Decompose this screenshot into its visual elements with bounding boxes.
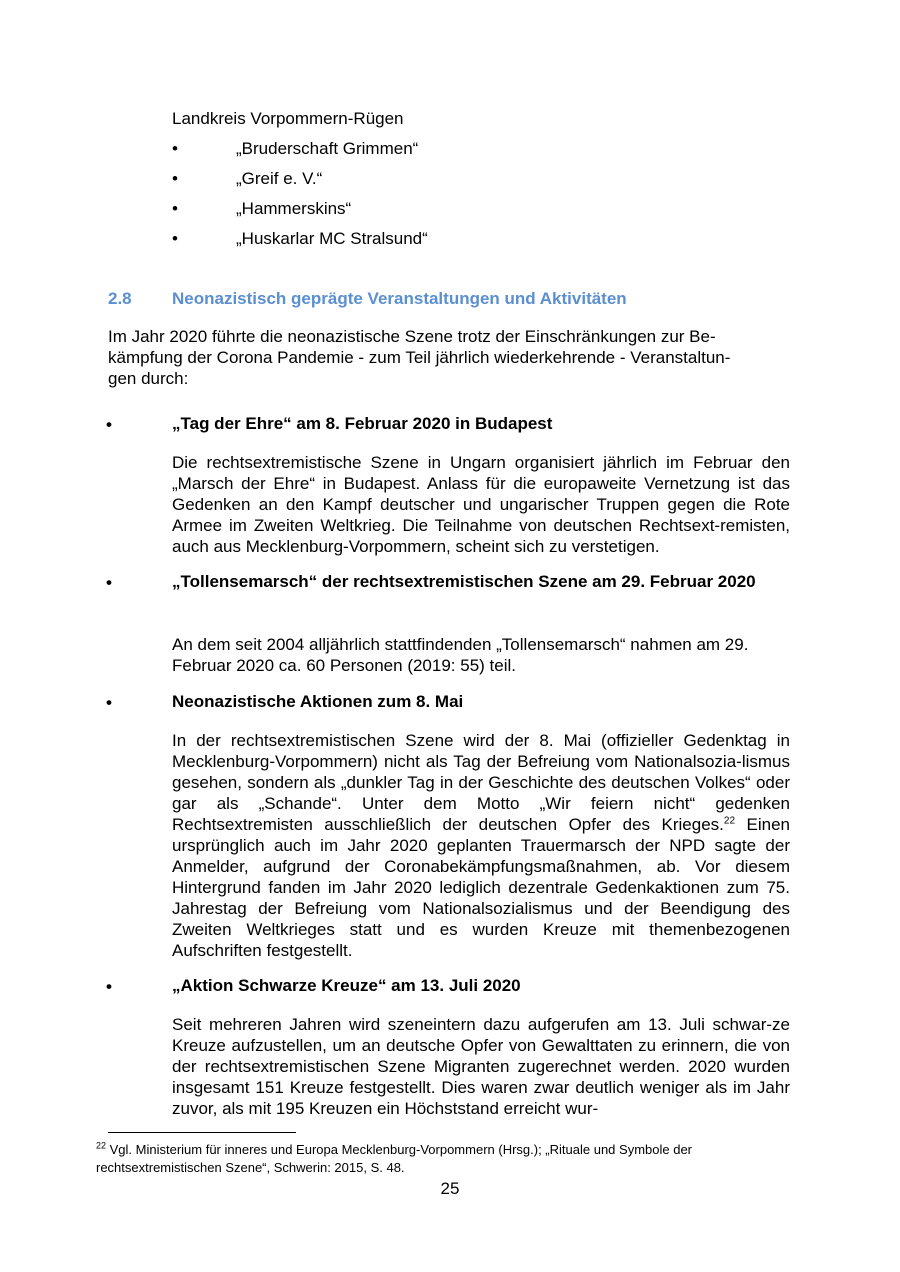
footnote-text: Vgl. Ministerium für inneres und Europa Mecklenburg-Vorpommern (Hrsg.); „Rituale und Symbole der rechtsextremistischen Szene“, Schwerin: 2015, S. 48. bbox=[96, 1142, 692, 1175]
event-text bbox=[172, 730, 790, 961]
list-item-label: „Greif e. V.“ bbox=[236, 169, 323, 188]
event-text: Seit mehreren Jahren wird szeneintern dazu aufgerufen am 13. Juli schwar-ze Kreuze aufzustellen, um an deutsche Opfer von Gewalttaten zu erinnern, die von der rechtsextremistischen Szene Migranten zugerechnet werden. 2020 wurden insgesamt 151 Kreuze festgestellt. Dies waren zwar deutlich weniger als im Jahr zuvor, als mit 195 Kreuzen ein Höchststand erreicht wur- bbox=[172, 1015, 790, 1118]
footnote bbox=[96, 1141, 796, 1177]
list-item bbox=[172, 138, 572, 168]
event-heading: „Tollensemarsch“ der rechtsextremistischen Szene am 29. Februar 2020 bbox=[172, 572, 756, 591]
bullet-icon: • bbox=[106, 415, 112, 434]
event-heading: Neonazistische Aktionen zum 8. Mai bbox=[172, 692, 464, 711]
event-text: An dem seit 2004 alljährlich stattfindenden „Tollensemarsch“ nahmen am 29. Februar 2020 ca. 60 Personen (2019: 55) teil. bbox=[172, 635, 749, 675]
bullet-icon: • bbox=[172, 229, 178, 248]
bullet-icon: • bbox=[106, 573, 112, 592]
list-item bbox=[172, 198, 572, 228]
county-list bbox=[172, 138, 572, 258]
footnote-separator bbox=[108, 1132, 296, 1133]
bullet-icon: • bbox=[172, 199, 178, 218]
list-item-label: „Bruderschaft Grimmen“ bbox=[236, 139, 419, 158]
list-item-label: „Hammerskins“ bbox=[236, 199, 352, 218]
page-number: 25 bbox=[440, 1179, 460, 1198]
bullet-icon: • bbox=[172, 139, 178, 158]
section-intro: Im Jahr 2020 führte die neonazistische Szene trotz der Einschränkungen zur Be-kämpfung der Corona Pandemie - zum Teil jährlich wiederkehrende - Veranstaltun-gen durch: bbox=[108, 327, 731, 388]
list-item-label: „Huskarlar MC Stralsund“ bbox=[236, 229, 428, 248]
bullet-icon: • bbox=[106, 977, 112, 996]
bullet-icon: • bbox=[172, 169, 178, 188]
section-title: Neonazistisch geprägte Veranstaltungen und Aktivitäten bbox=[172, 289, 627, 308]
event-heading: „Tag der Ehre“ am 8. Februar 2020 in Budapest bbox=[172, 414, 553, 433]
footnote-ref[interactable]: 22 bbox=[723, 815, 736, 827]
event-text-part: Einen ursprünglich auch im Jahr 2020 geplanten Trauermarsch der NPD sagte der Anmelder, aufgrund der Coronabekämpfungsmaßnahmen, ab. Vor diesem Hintergrund fanden im Jahr 2020 lediglich dezentrale Gedenkaktionen zum 75. Jahrestag der Befreiung vom Nationalsozialismus und der Beendigung des Zweiten Weltkrieges statt und es wurden Kreuze mit themenbezogenen Aufschriften festgestellt. bbox=[172, 815, 791, 960]
list-item bbox=[172, 168, 572, 198]
event-text-part: In der rechtsextremistischen Szene wird der 8. Mai (offizieller Gedenktag in Mecklenburg-Vorpommern) nicht als Tag der Befreiung vom Nationalsozia-lismus gesehen, sondern als „dunkler Tag in der Geschichte des deutschen Volkes“ oder gar als „Schande“. Unter dem Motto „Wir feiern nicht“ gedenken Rechtsextremisten ausschließlich der deutschen Opfer des Krieges. bbox=[172, 731, 790, 834]
county-title: Landkreis Vorpommern-Rügen bbox=[172, 109, 404, 128]
event-heading: „Aktion Schwarze Kreuze“ am 13. Juli 2020 bbox=[172, 976, 521, 995]
event-text: Die rechtsextremistische Szene in Ungarn organisiert jährlich im Februar den „Marsch der Ehre“ in Budapest. Anlass für die europaweite Vernetzung ist das Gedenken an den Kampf deutscher und ungarischer Truppen gegen die Rote Armee im Zweiten Weltkrieg. Die Teilnahme von deutschen Rechtsext-remisten, auch aus Mecklenburg-Vorpommern, scheint sich zu verstetigen. bbox=[172, 453, 790, 556]
section-number: 2.8 bbox=[108, 289, 132, 308]
footnote-number: 22 bbox=[96, 1140, 107, 1151]
bullet-icon: • bbox=[106, 693, 112, 712]
list-item bbox=[172, 228, 572, 258]
